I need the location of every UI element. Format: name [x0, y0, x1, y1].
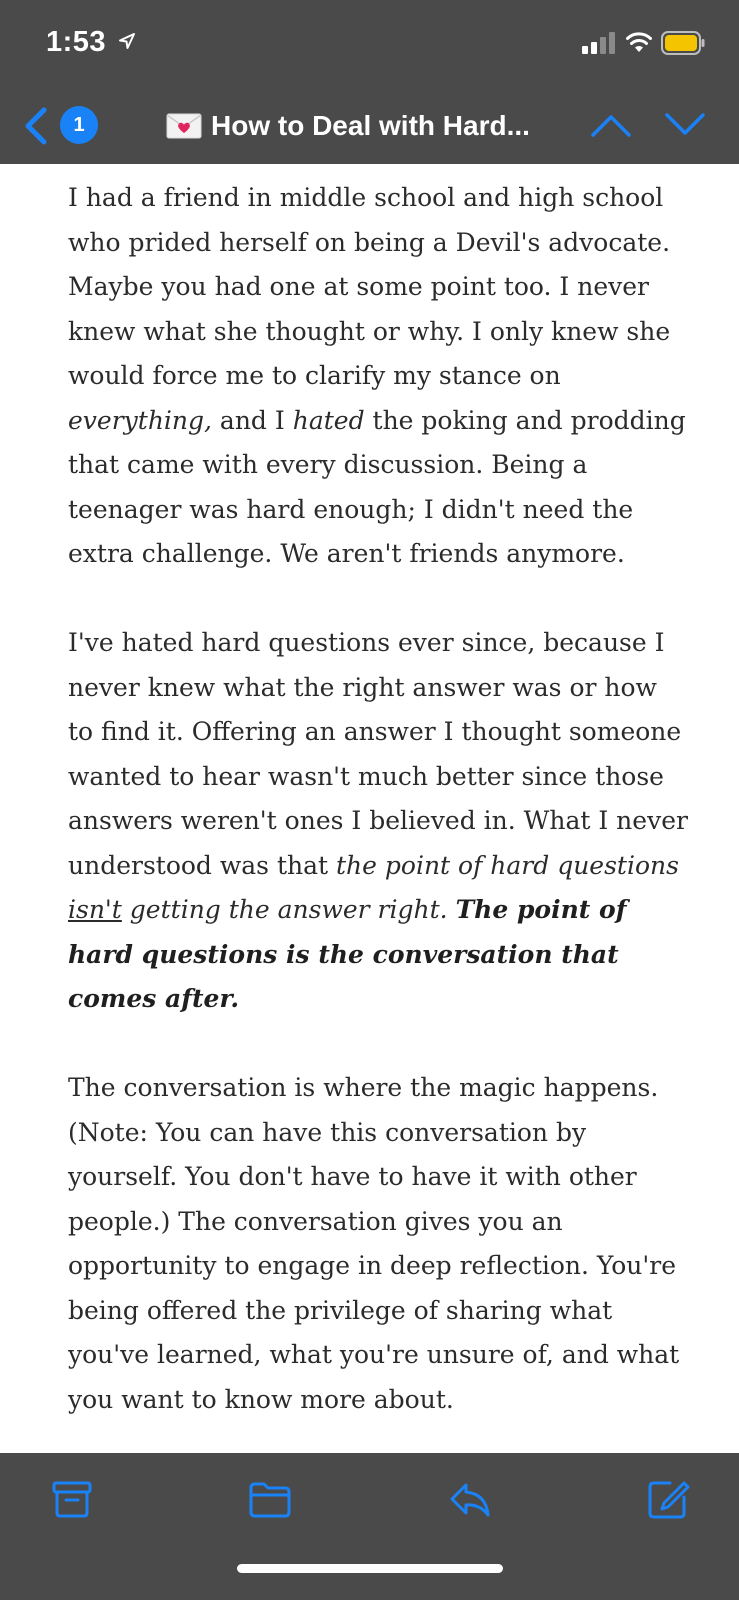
status-bar	[0, 0, 739, 88]
unread-count-badge[interactable]: 1	[60, 106, 98, 144]
reply-icon[interactable]	[448, 1477, 492, 1521]
battery-icon	[661, 31, 705, 55]
archive-icon[interactable]	[50, 1477, 94, 1521]
message-body[interactable]	[0, 164, 739, 1453]
paragraph-1: I had a friend in middle school and high school who prided herself on being a Devil's advocate. Maybe you had one at some point too. I never knew what she thought or why. I only knew she would force me to clarify my stance on everything, and I hated the poking and prodding that came with every discussion. Being a teenager was hard enough; I didn't need the extra challenge. We aren't friends anymore.	[68, 183, 686, 568]
cellular-signal-icon	[582, 32, 616, 54]
subject-title: How to Deal with Hard...	[211, 110, 530, 141]
location-arrow-icon	[118, 32, 136, 50]
compose-icon[interactable]	[646, 1477, 690, 1521]
message-nav-bar	[0, 88, 739, 164]
next-message-button[interactable]	[664, 110, 706, 140]
status-time: 1:53	[46, 26, 107, 58]
bold-emphasis: The point of hard questions is the conversation that comes after.	[68, 895, 627, 1013]
back-button[interactable]	[18, 106, 54, 146]
envelope-heart-icon	[166, 113, 202, 139]
folder-icon[interactable]	[248, 1477, 292, 1521]
bottom-toolbar	[0, 1453, 739, 1600]
previous-message-button[interactable]	[590, 110, 632, 140]
wifi-icon	[625, 30, 653, 54]
paragraph-3: The conversation is where the magic happens. (Note: You can have this conversation by yourself. You don't have to have it with other people.) The conversation gives you an opportunity to engage in deep reflection. You're being offered the privilege of sharing what you've learned, what you're unsure of, and what you want to know more about.	[68, 1073, 680, 1414]
article-text	[68, 176, 688, 1453]
home-indicator[interactable]	[237, 1564, 503, 1573]
message-subject	[166, 108, 530, 144]
paragraph-2: I've hated hard questions ever since, because I never knew what the right answer was or how to find it. Offering an answer I thought someone wanted to hear wasn't much better since those answers weren't ones I believed in. What I never understood was that the point of hard questions isn't getting the answer right. The point of hard questions is the conversation that comes after.	[68, 628, 688, 1013]
